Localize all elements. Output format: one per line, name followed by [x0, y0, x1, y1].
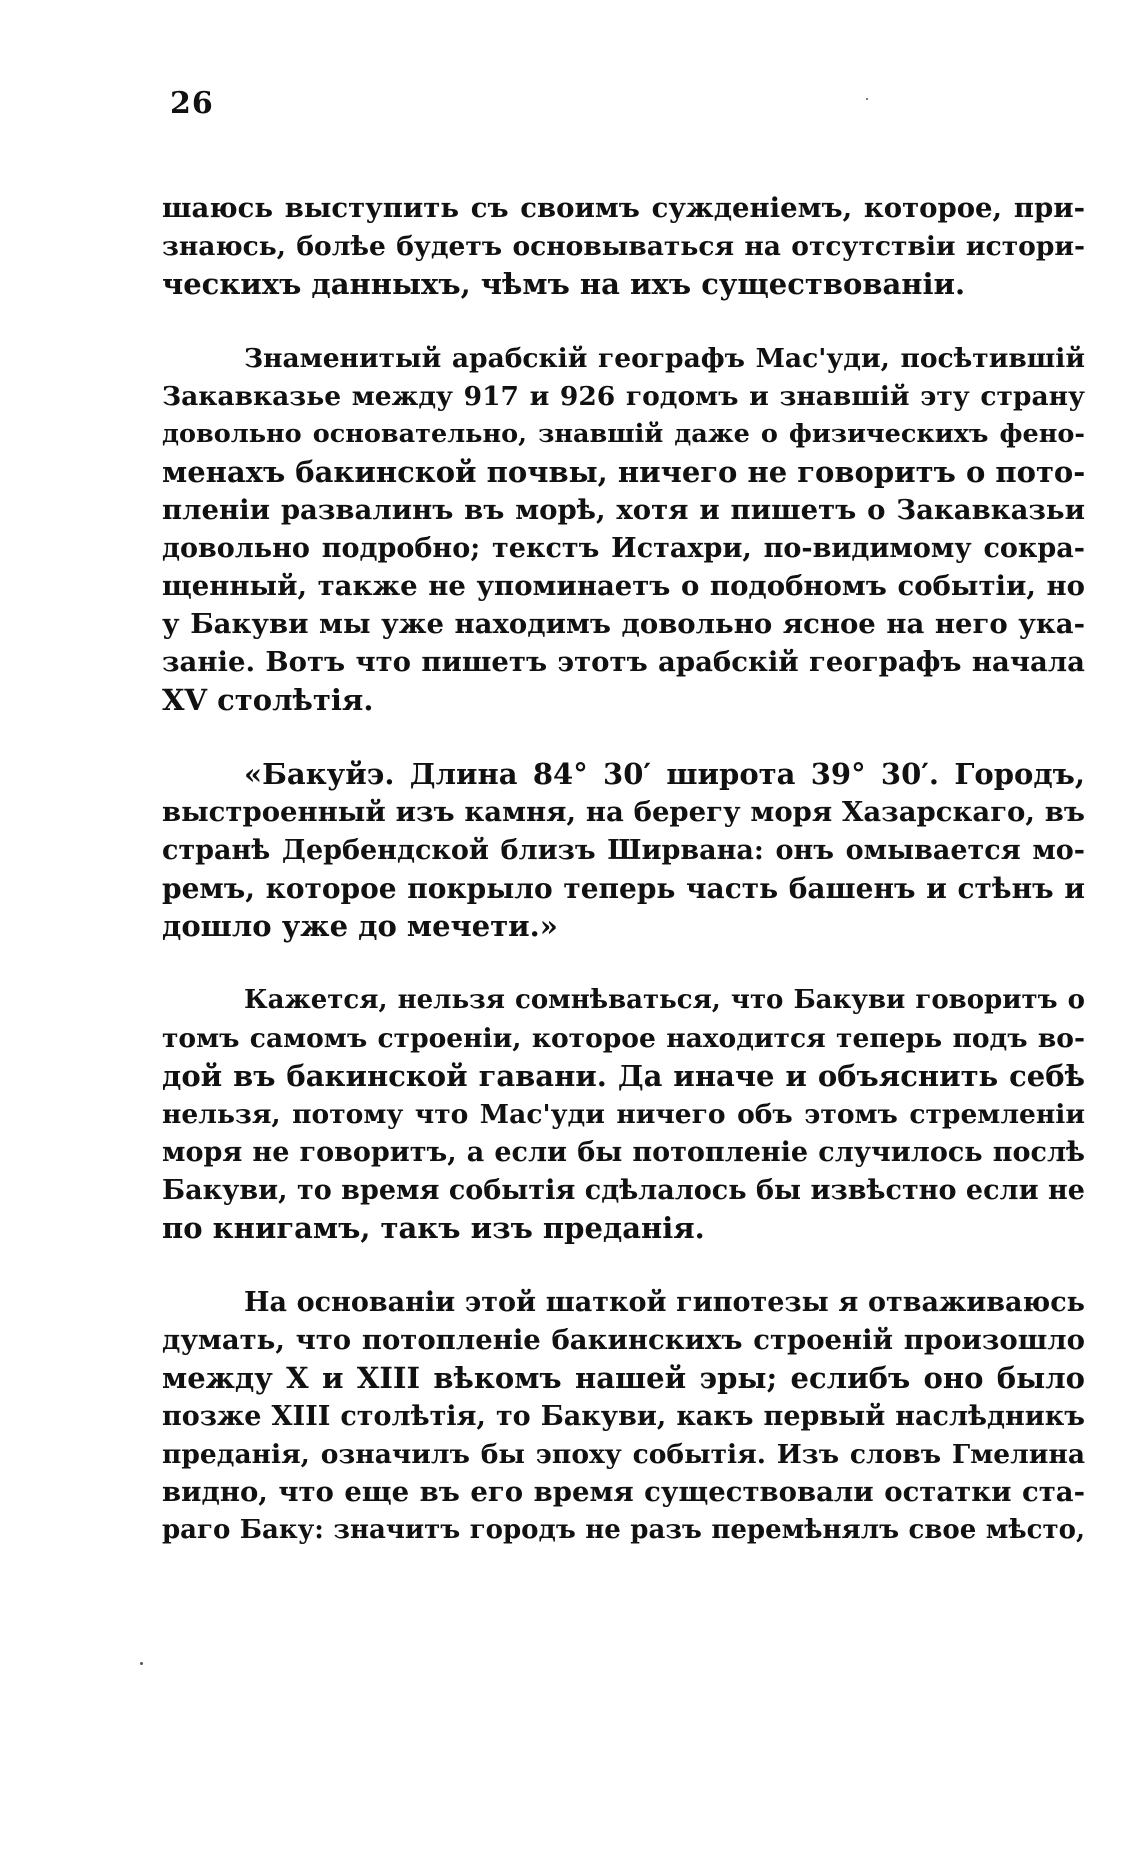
text-line: между X и XIII вѣкомъ нашей эры; еслибъ оно было	[162, 1361, 1085, 1395]
text-line: у Бакуви мы уже находимъ довольно ясное на него ука-	[162, 608, 1085, 640]
text-line: щенный, также не упоминаетъ о подобномъ событіи, но	[162, 570, 1085, 602]
text-line: шаюсь выступить съ своимъ сужденіемъ, которое, при-	[162, 192, 1085, 224]
text-line: Знаменитый арабскій географъ Мас'уди, посѣтившій	[244, 343, 1085, 374]
scan-speck	[866, 98, 868, 100]
text-line: раго Баку: значитъ городъ не разъ перемѣнялъ свое мѣсто,	[162, 1515, 1085, 1545]
quote-line: выстроенный изъ камня, на берегу моря Хазарскаго, въ	[162, 796, 1085, 828]
text-line: моря не говоритъ, а если бы потопленіе случилось послѣ	[162, 1137, 1085, 1168]
text-line: думать, что потопленіе бакинскихъ строеній произошло	[162, 1324, 1085, 1356]
text-line: преданія, означилъ бы эпоху событія. Изъ словъ Гмелина	[162, 1439, 1085, 1470]
text-line: довольно подробно; текстъ Истахри, по-видимому сокра-	[162, 533, 1085, 564]
text-line: Закавказье между 917 и 926 годомъ и знавшій эту страну	[162, 381, 1085, 412]
page-number: 26	[170, 86, 214, 121]
quote-line: дошло уже до мечети.»	[162, 909, 558, 943]
text-line: Кажется, нельзя сомнѣваться, что Бакуви говоритъ о	[244, 985, 1085, 1015]
text-line: довольно основательно, знавшій даже о физическихъ фено-	[162, 419, 1085, 449]
text-line: ческихъ данныхъ, чѣмъ на ихъ существованіи.	[162, 267, 966, 301]
text-line: нельзя, потому что Мас'уди ничего объ этомъ стремленіи	[162, 1099, 1085, 1130]
text-line: заніе. Вотъ что пишетъ этотъ арабскій географъ начала	[162, 646, 1085, 678]
text-line: по книгамъ, такъ изъ преданія.	[162, 1211, 705, 1245]
scan-speck	[140, 1662, 143, 1665]
text-line: XV столѣтія.	[162, 683, 374, 717]
text-line: дой въ бакинской гавани. Да иначе и объяснить себѣ	[162, 1059, 1085, 1093]
text-line: пленіи развалинъ въ морѣ, хотя и пишетъ о Закавказьи	[162, 494, 1085, 526]
quote-line: ремъ, которое покрыло теперь часть башенъ и стѣнъ и	[162, 872, 1085, 905]
text-line: позже XIII столѣтія, то Бакуви, какъ первый наслѣдникъ	[162, 1401, 1085, 1432]
text-line: На основаніи этой шаткой гипотезы я отваживаюсь	[244, 1287, 1085, 1318]
text-line: видно, что еще въ его время существовали остатки ста-	[162, 1476, 1085, 1508]
quote-line: странѣ Дербендской близъ Ширвана: онъ омывается мо-	[162, 835, 1085, 866]
text-line: менахъ бакинской почвы, ничего не говоритъ о пото-	[162, 455, 1085, 489]
text-line: Бакуви, то время событія сдѣлалось бы извѣстно если не	[162, 1175, 1085, 1206]
text-line: знаюсь, болѣе будетъ основываться на отсутствіи истори-	[162, 231, 1085, 262]
quote-line: «Бакуйэ. Длина 84° 30′ широта 39° 30′. Городъ,	[244, 757, 1085, 791]
text-line: томъ самомъ строеніи, которое находится теперь подъ во-	[162, 1023, 1085, 1054]
